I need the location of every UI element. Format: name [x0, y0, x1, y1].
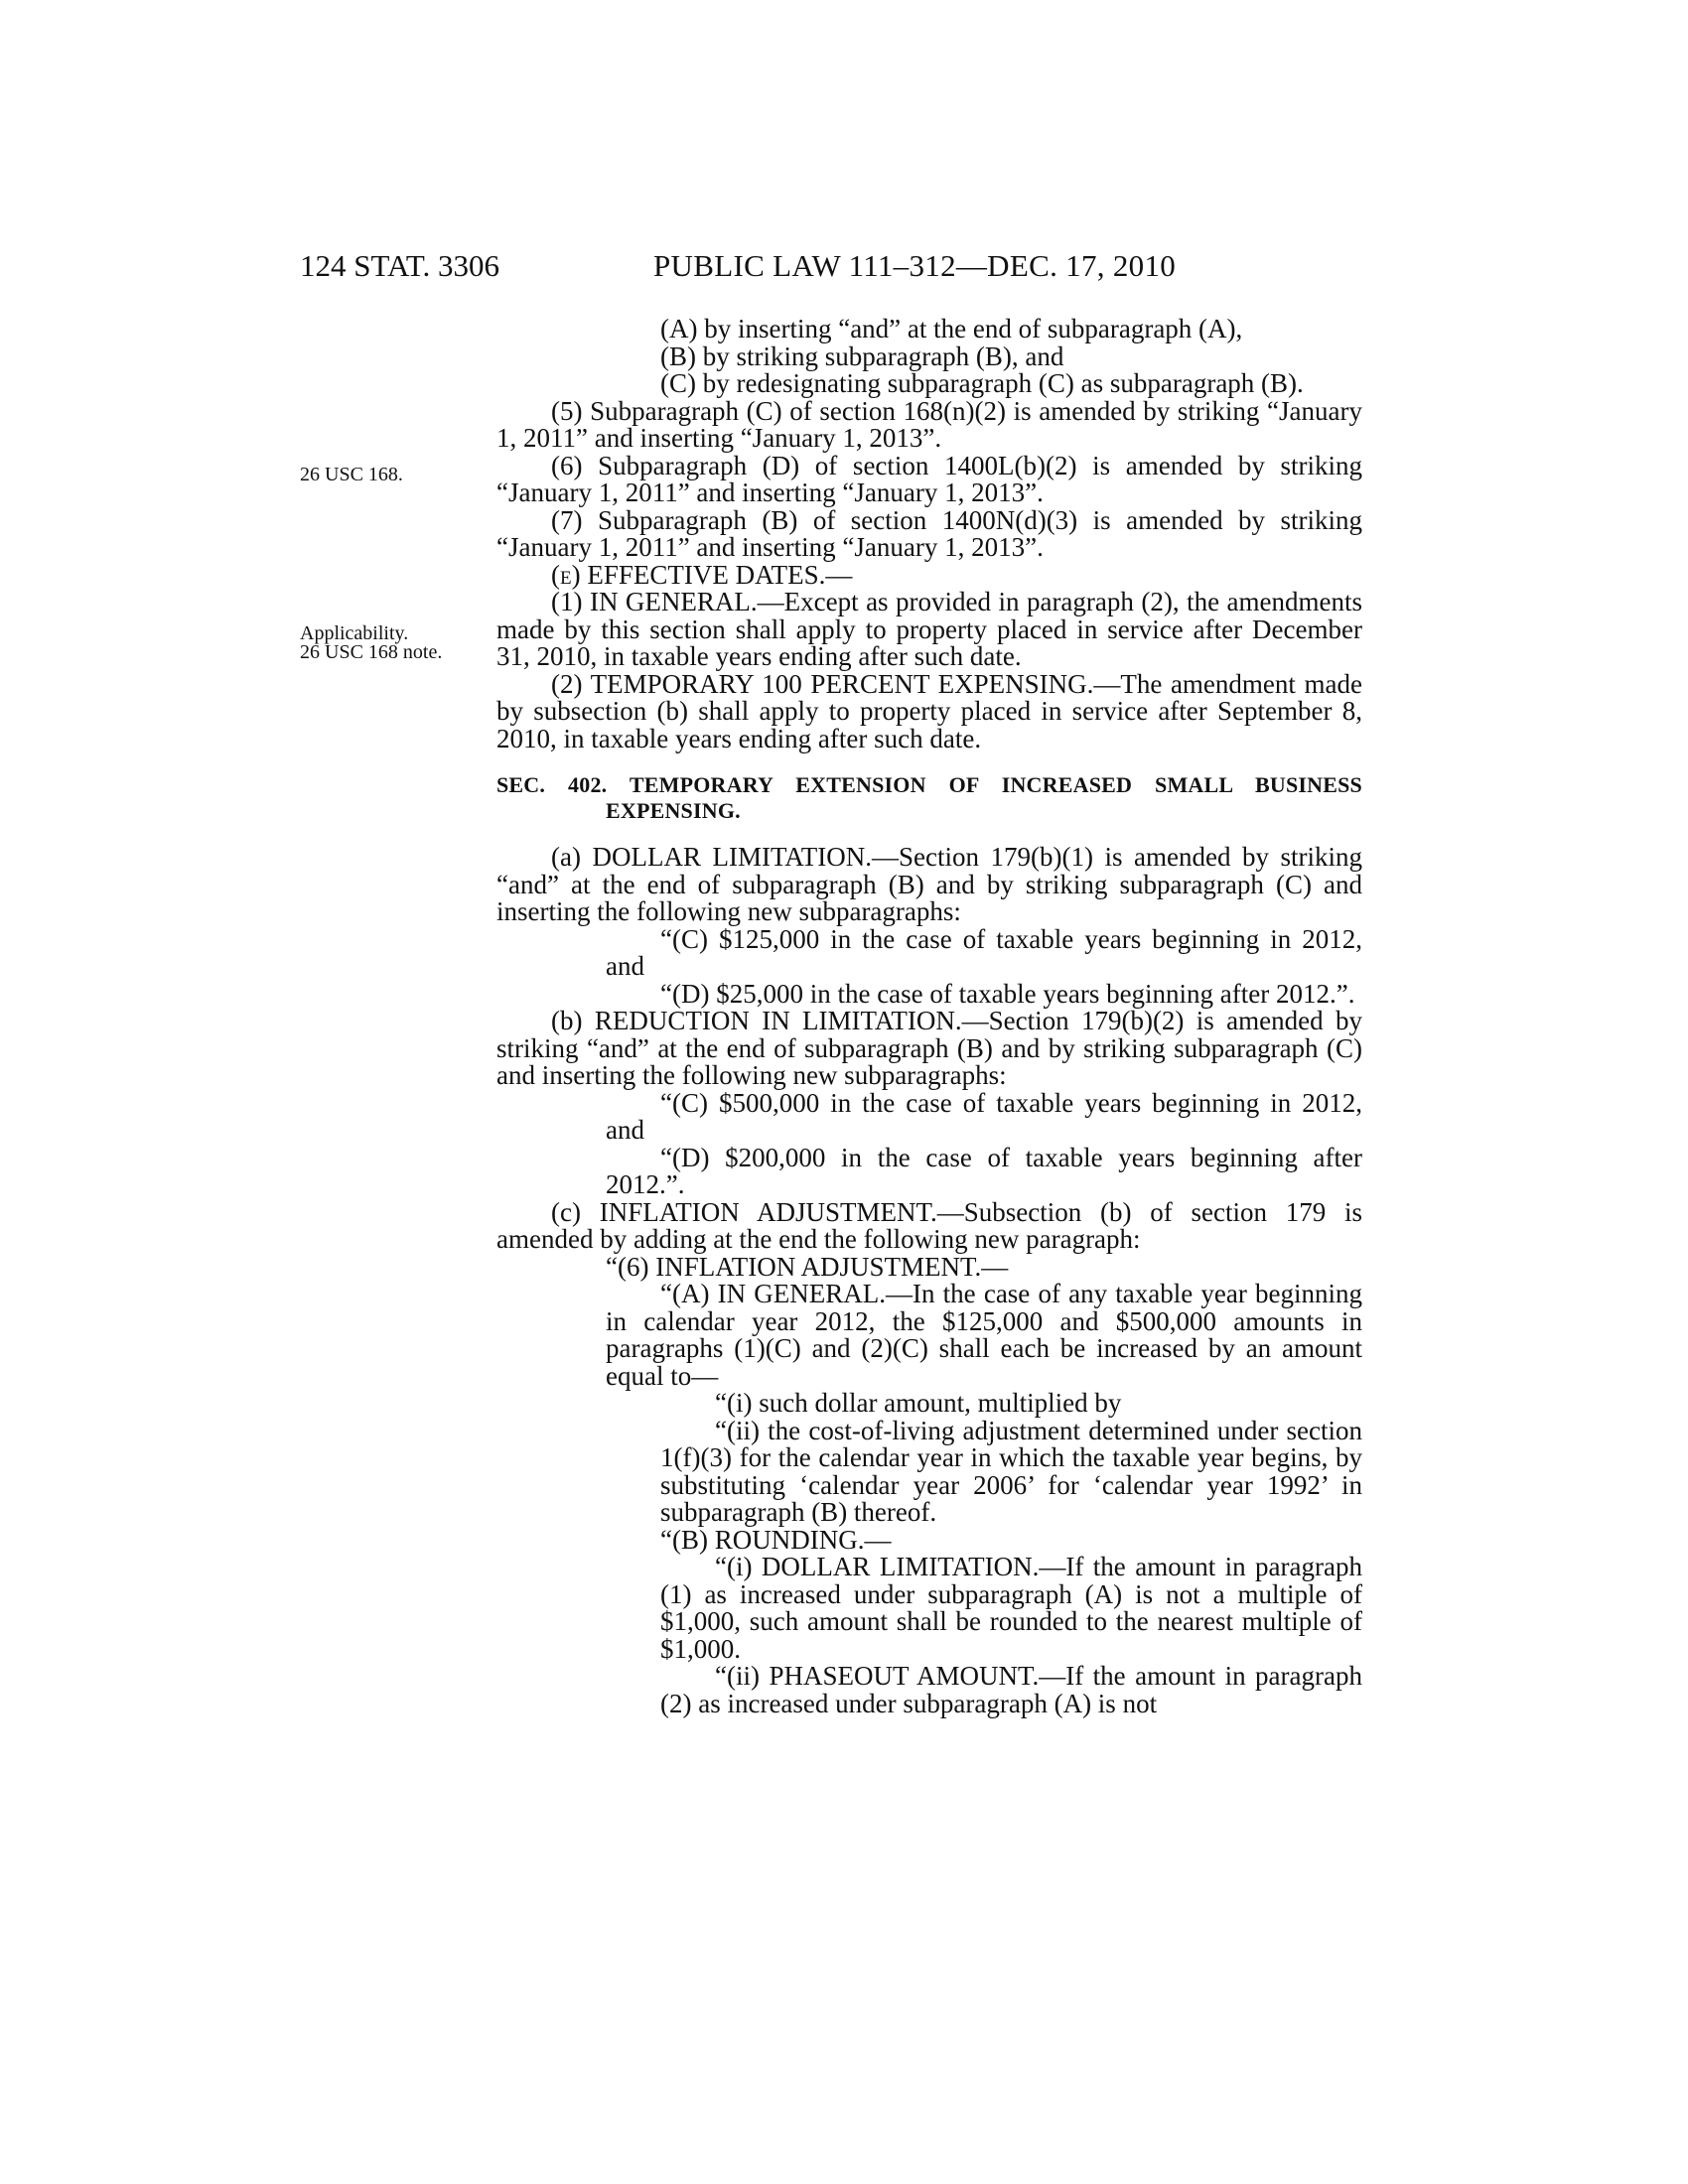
section-heading: SEC. 402. TEMPORARY EXTENSION OF INCREASED SMALL BUSINESS EXPENSING.: [496, 772, 1362, 823]
text: (6) Subparagraph (D) of section 1400L(b)(2) is amended by striking “January 1, 2011” and inserting “January 1, 2013”.: [496, 450, 1362, 507]
paragraph: [496, 1390, 1362, 1418]
text: (A) by inserting “and” at the end of subparagraph (A),: [660, 314, 1243, 343]
text: (c) INFLATION ADJUSTMENT.—Subsection (b) of section 179 is amended by adding at the end the following new paragraph:: [496, 1196, 1362, 1254]
paragraph: [496, 978, 1362, 1009]
text: (B) by striking subparagraph (B), and: [660, 341, 1064, 371]
paragraph: [496, 395, 1362, 453]
text: “(6) INFLATION ADJUSTMENT.—: [606, 1251, 1009, 1282]
text: “(C) $125,000 in the case of taxable years beginning in 2012, and: [606, 923, 1362, 981]
text: “(A) IN GENERAL.—In the case of any taxable year beginning in calendar year 2012, the $125,000 and $500,000 amounts in paragraphs (1)(C) and (2)(C) shall each be increased by an amount equal to—: [606, 1279, 1362, 1391]
margin-note-applicability: Applicability.: [300, 622, 409, 644]
text: (7) Subparagraph (B) of section 1400N(d)(3) is amended by striking “January 1, 2011” and inserting “January 1, 2013”.: [496, 504, 1362, 562]
text: “(D) $200,000 in the case of taxable years beginning after 2012.”.: [606, 1142, 1362, 1199]
paragraph: [496, 589, 1362, 671]
public-law-title: PUBLIC LAW 111–312—DEC. 17, 2010: [653, 248, 1177, 283]
text: (a) DOLLAR LIMITATION.—Section 179(b)(1) is amended by striking “and” at the end of subparagraph (B) and by striking subparagraph (C) and inserting the following new subparagraphs:: [496, 842, 1362, 926]
text: (e) EFFECTIVE DATES.—: [551, 559, 853, 590]
paragraph: [496, 844, 1362, 926]
paragraph: [496, 668, 1362, 753]
text: “(ii) PHASEOUT AMOUNT.—If the amount in paragraph (2) as increased under subparagraph (A) is not: [660, 1661, 1362, 1718]
paragraph: [496, 370, 1362, 398]
subsection-heading: [496, 559, 1362, 590]
paragraph: [496, 1087, 1362, 1145]
paragraph: [496, 1281, 1362, 1390]
margin-note-usc168: 26 USC 168.: [300, 464, 403, 485]
paragraph: [496, 923, 1362, 981]
paragraph: [496, 316, 1362, 343]
text: (5) Subparagraph (C) of section 168(n)(2) is amended by striking “January 1, 2011” and inserting “January 1, 2013”.: [496, 395, 1362, 453]
paragraph: [496, 504, 1362, 562]
paragraph: [496, 1415, 1362, 1527]
statute-page-number: 124 STAT. 3306: [300, 248, 500, 283]
paragraph: [496, 1554, 1362, 1663]
paragraph: [496, 343, 1362, 371]
paragraph: [496, 1663, 1362, 1717]
paragraph: [496, 1008, 1362, 1090]
text: “(C) $500,000 in the case of taxable years beginning in 2012, and: [606, 1087, 1362, 1145]
text: (1) IN GENERAL.—Except as provided in paragraph (2), the amendments made by this section shall apply to property placed in service after December 31, 2010, in taxable years ending after such date.: [496, 587, 1362, 671]
paragraph: [496, 1196, 1362, 1254]
text: “(i) DOLLAR LIMITATION.—If the amount in paragraph (1) as increased under subparagraph (A) is not a multiple of $1,000, such amount shall be rounded to the nearest multiple of $1,000.: [660, 1552, 1362, 1664]
paragraph: [496, 1251, 1362, 1282]
paragraph: [496, 450, 1362, 507]
text: (b) REDUCTION IN LIMITATION.—Section 179(b)(2) is amended by striking “and” at the end of subparagraph (B) and by striking subparagraph (C) and inserting the following new subparagraphs:: [496, 1006, 1362, 1090]
text: “(D) $25,000 in the case of taxable years beginning after 2012.”.: [660, 978, 1355, 1009]
text: “(B) ROUNDING.—: [660, 1524, 892, 1555]
text: (2) TEMPORARY 100 PERCENT EXPENSING.—The amendment made by subsection (b) shall apply to property placed in service after September 8, 2010, in taxable years ending after such date.: [496, 668, 1362, 753]
text: “(i) such dollar amount, multiplied by: [715, 1388, 1122, 1418]
paragraph: [496, 1524, 1362, 1555]
text: (C) by redesignating subparagraph (C) as subparagraph (B).: [660, 368, 1304, 398]
document-body: [496, 316, 1362, 1717]
margin-note-usc168-note: 26 USC 168 note.: [300, 641, 443, 663]
text: “(ii) the cost-of-living adjustment determined under section 1(f)(3) for the calendar year in which the taxable year begins, by substituting ‘calendar year 2006’ for ‘calendar year 1992’ in subparagraph (B) thereof.: [660, 1415, 1362, 1527]
paragraph: [496, 1142, 1362, 1199]
